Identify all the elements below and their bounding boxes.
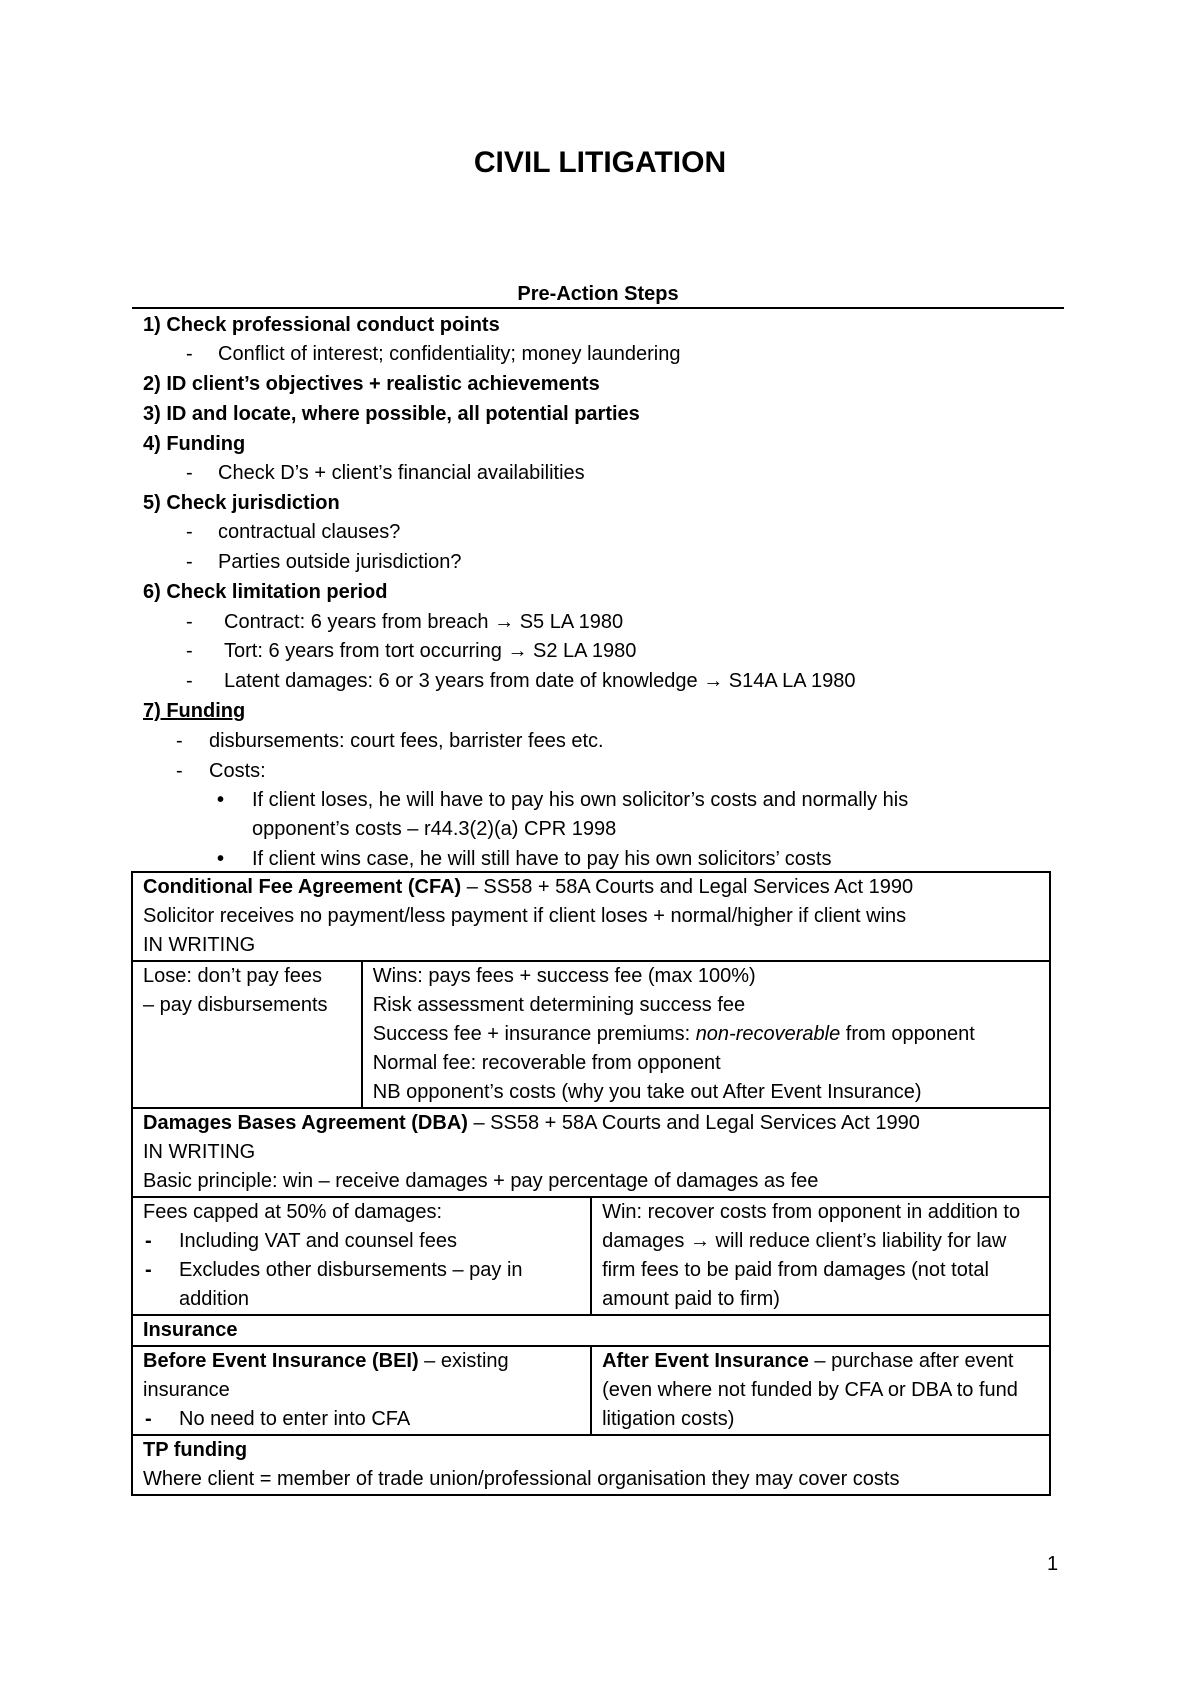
bei-text	[143, 1347, 580, 1405]
dash-marker: -	[186, 551, 193, 573]
bei-cell	[132, 1346, 591, 1435]
dba-win-cell	[591, 1197, 1050, 1315]
step-6-item-ref: S5 LA 1980	[519, 611, 624, 633]
step-4-item: Check D’s + client’s financial availabilities	[218, 462, 585, 484]
step-6-item-ref: S2 LA 1980	[533, 640, 637, 662]
dash-marker: -	[186, 462, 193, 484]
dash-marker: -	[186, 670, 193, 692]
heading-rule	[132, 307, 1064, 309]
cfa-writing: IN WRITING	[143, 934, 256, 956]
costs-bullet-text: opponent’s costs – r44.3(2)(a) CPR 1998	[252, 818, 617, 840]
cfa-win-line: Wins: pays fees + success fee (max 100%)	[372, 965, 756, 987]
table-row	[132, 872, 1050, 961]
step-6-item-text: Latent damages: 6 or 3 years from date of knowledge	[224, 670, 698, 692]
dba-title-line	[143, 1109, 1039, 1138]
costs-bullet-text: If client wins case, he will still have to pay his own solicitors’ costs	[252, 848, 832, 870]
cfa-win-line: Normal fee: recoverable from opponent	[372, 1052, 721, 1074]
list-item: - Excludes other disbursements – pay in addition	[143, 1256, 580, 1314]
table-row	[132, 1108, 1050, 1197]
step-6-item-ref: S14A LA 1980	[728, 670, 856, 692]
cfa-win-text: Success fee + insurance premiums:	[372, 1023, 696, 1045]
step-5-heading: 5) Check jurisdiction	[143, 492, 340, 514]
table-row	[132, 961, 1050, 1108]
cfa-description: Solicitor receives no payment/less payment if client loses + normal/higher if client wins	[143, 905, 907, 927]
aei-cell	[591, 1346, 1050, 1435]
arrow-right-icon: →	[494, 611, 515, 633]
tp-title: TP funding	[143, 1439, 248, 1461]
cfa-win-line: NB opponent’s costs (why you take out After Event Insurance)	[372, 1081, 922, 1103]
dba-title: Damages Bases Agreement (DBA)	[143, 1112, 468, 1134]
aei-text	[602, 1347, 1039, 1434]
tp-funding-cell	[132, 1435, 1050, 1495]
step-6-heading: 6) Check limitation period	[143, 581, 388, 603]
step-5-item: contractual clauses?	[218, 521, 401, 543]
dash-marker: -	[186, 521, 193, 543]
step-7-item: disbursements: court fees, barrister fees etc.	[209, 730, 604, 752]
section-heading: Pre-Action Steps	[517, 283, 679, 305]
dash-marker: -	[186, 640, 193, 662]
step-2-heading: 2) ID client’s objectives + realistic achievements	[143, 373, 600, 395]
bei-desc: – existing insurance	[143, 1350, 509, 1401]
cfa-win-line: Risk assessment determining success fee	[372, 994, 746, 1016]
dba-ref: – SS58 + 58A Courts and Legal Services Act 1990	[467, 1112, 920, 1134]
step-7-heading: 7) Funding	[143, 700, 246, 722]
list-item: - No need to enter into CFA	[143, 1405, 580, 1434]
page-title: CIVIL LITIGATION	[473, 146, 727, 179]
step-5-item: Parties outside jurisdiction?	[218, 551, 462, 573]
dash-marker: -	[186, 343, 193, 365]
dba-win-part: will reduce client’s liability for law firm fees to be paid from damages (not total amount paid to firm)	[602, 1230, 1007, 1310]
cfa-title: Conditional Fee Agreement (CFA)	[143, 876, 462, 898]
cfa-lose-cell	[132, 961, 362, 1108]
insurance-heading-cell: Insurance	[132, 1315, 1050, 1346]
table-row	[132, 1346, 1050, 1435]
dba-writing: IN WRITING	[143, 1141, 256, 1163]
dba-win-text	[602, 1198, 1039, 1314]
bei-list	[143, 1405, 580, 1434]
arrow-right-icon: →	[703, 670, 724, 692]
cfa-win-emphasis: non-recoverable	[695, 1023, 841, 1045]
dba-fees-heading: Fees capped at 50% of damages:	[143, 1201, 443, 1223]
step-6-item	[224, 637, 636, 665]
bullet-icon: •	[217, 789, 225, 811]
table-row	[132, 1435, 1050, 1495]
step-4-heading: 4) Funding	[143, 433, 246, 455]
aei-title: After Event Insurance	[602, 1350, 809, 1372]
cfa-lose-line: Lose: don’t pay fees	[143, 965, 323, 987]
aei-desc: – purchase after event (even where not funded by CFA or DBA to fund litigation costs)	[602, 1350, 1018, 1430]
cfa-win-cell	[362, 961, 1050, 1108]
page-number: 1	[1047, 1553, 1059, 1575]
dba-fees-list	[143, 1227, 580, 1314]
cfa-win-line	[373, 1020, 1039, 1049]
bei-title: Before Event Insurance (BEI)	[143, 1350, 419, 1372]
dash-marker: -	[176, 760, 183, 782]
step-6-item-text: Contract: 6 years from breach	[224, 611, 489, 633]
dba-fees-cell	[132, 1197, 591, 1315]
cfa-title-line	[143, 873, 1039, 902]
cfa-win-text: from opponent	[840, 1023, 975, 1045]
cfa-header-cell	[132, 872, 1050, 961]
list-item: - Including VAT and counsel fees	[143, 1227, 580, 1256]
arrow-right-icon: →	[507, 640, 528, 662]
dba-win-part: Win: recover costs from opponent in addition to damages	[602, 1201, 1021, 1252]
dba-principle: Basic principle: win – receive damages + pay percentage of damages as fee	[143, 1170, 819, 1192]
step-3-heading: 3) ID and locate, where possible, all potential parties	[143, 403, 640, 425]
dash-marker: -	[186, 611, 193, 633]
tp-description: Where client = member of trade union/professional organisation they may cover costs	[143, 1468, 900, 1490]
table-row	[132, 1315, 1050, 1346]
costs-bullet-text: If client loses, he will have to pay his own solicitor’s costs and normally his	[252, 789, 909, 811]
bullet-icon: •	[217, 848, 225, 870]
step-1-item: Conflict of interest; confidentiality; money laundering	[218, 343, 681, 365]
arrow-right-icon: →	[689, 1230, 710, 1252]
step-6-item	[224, 667, 856, 695]
step-6-item-text: Tort: 6 years from tort occurring	[224, 640, 502, 662]
funding-table	[131, 871, 1051, 1496]
step-1-heading: 1) Check professional conduct points	[143, 314, 500, 336]
dash-marker: -	[176, 730, 183, 752]
table-row	[132, 1197, 1050, 1315]
dba-header-cell	[132, 1108, 1050, 1197]
step-7-item: Costs:	[209, 760, 266, 782]
cfa-ref: – SS58 + 58A Courts and Legal Services Act 1990	[461, 876, 914, 898]
step-6-item	[224, 608, 623, 636]
cfa-lose-line: – pay disbursements	[143, 994, 328, 1016]
